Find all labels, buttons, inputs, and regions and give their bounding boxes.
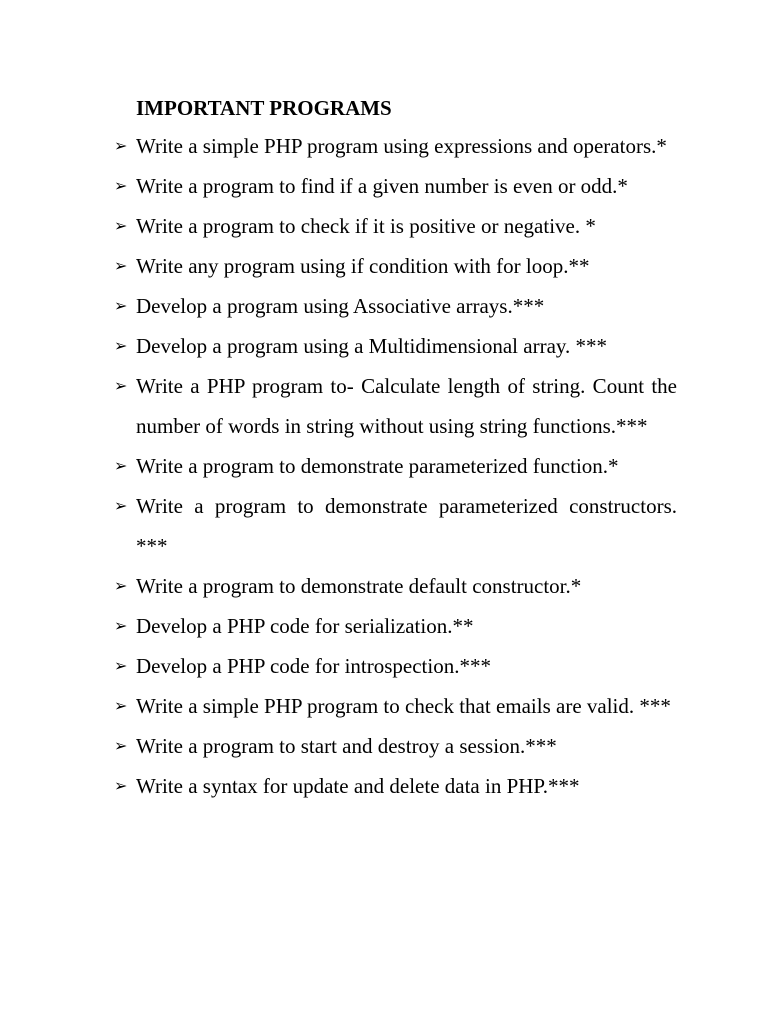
list-item-text: Write a program to start and destroy a session.*** — [136, 734, 557, 758]
list-item — [114, 686, 677, 726]
list-item-text: Write a syntax for update and delete data in PHP.*** — [136, 774, 580, 798]
list-item — [114, 206, 677, 246]
arrow-bullet-icon: ➢ — [114, 656, 128, 675]
arrow-bullet-icon: ➢ — [114, 496, 128, 515]
list-item — [114, 606, 677, 646]
list-item — [114, 246, 677, 286]
arrow-bullet-icon: ➢ — [114, 456, 128, 475]
list-item-text: Develop a program using a Multidimensional array. *** — [136, 334, 608, 358]
list-item-text: Write a program to find if a given number is even or odd.* — [136, 174, 628, 198]
list-item-text: Write a simple PHP program using expressions and operators.* — [136, 134, 667, 158]
list-item-text: Write a program to demonstrate default constructor.* — [136, 574, 582, 598]
list-item — [114, 646, 677, 686]
arrow-bullet-icon: ➢ — [114, 336, 128, 355]
list-item — [114, 486, 677, 566]
arrow-bullet-icon: ➢ — [114, 736, 128, 755]
list-item-text: Write a program to demonstrate parameterized constructors. *** — [136, 494, 677, 558]
list-item — [114, 166, 677, 206]
arrow-bullet-icon: ➢ — [114, 296, 128, 315]
page-title: IMPORTANT PROGRAMS — [136, 96, 392, 120]
list-item-text: Write a PHP program to- Calculate length of string. Count the number of words in string without using string functions.*** — [136, 374, 677, 438]
list-item — [114, 446, 677, 486]
list-item-text: Develop a PHP code for serialization.** — [136, 614, 474, 638]
arrow-bullet-icon: ➢ — [114, 176, 128, 195]
arrow-bullet-icon: ➢ — [114, 216, 128, 235]
list-item-text: Write a simple PHP program to check that emails are valid. *** — [136, 694, 671, 718]
list-item — [114, 566, 677, 606]
arrow-bullet-icon: ➢ — [114, 376, 128, 395]
arrow-bullet-icon: ➢ — [114, 776, 128, 795]
list-item-text: Develop a program using Associative arrays.*** — [136, 294, 545, 318]
list-item — [114, 126, 677, 166]
list-item-text: Write any program using if condition with for loop.** — [136, 254, 590, 278]
program-list — [114, 126, 677, 806]
list-item — [114, 766, 677, 806]
arrow-bullet-icon: ➢ — [114, 136, 128, 155]
list-item — [114, 286, 677, 326]
arrow-bullet-icon: ➢ — [114, 696, 128, 715]
arrow-bullet-icon: ➢ — [114, 576, 128, 595]
list-item — [114, 326, 677, 366]
arrow-bullet-icon: ➢ — [114, 256, 128, 275]
list-item — [114, 366, 677, 446]
list-item-text: Write a program to check if it is positive or negative. * — [136, 214, 596, 238]
list-item-text: Write a program to demonstrate parameterized function.* — [136, 454, 619, 478]
list-item-text: Develop a PHP code for introspection.*** — [136, 654, 491, 678]
list-item — [114, 726, 677, 766]
arrow-bullet-icon: ➢ — [114, 616, 128, 635]
